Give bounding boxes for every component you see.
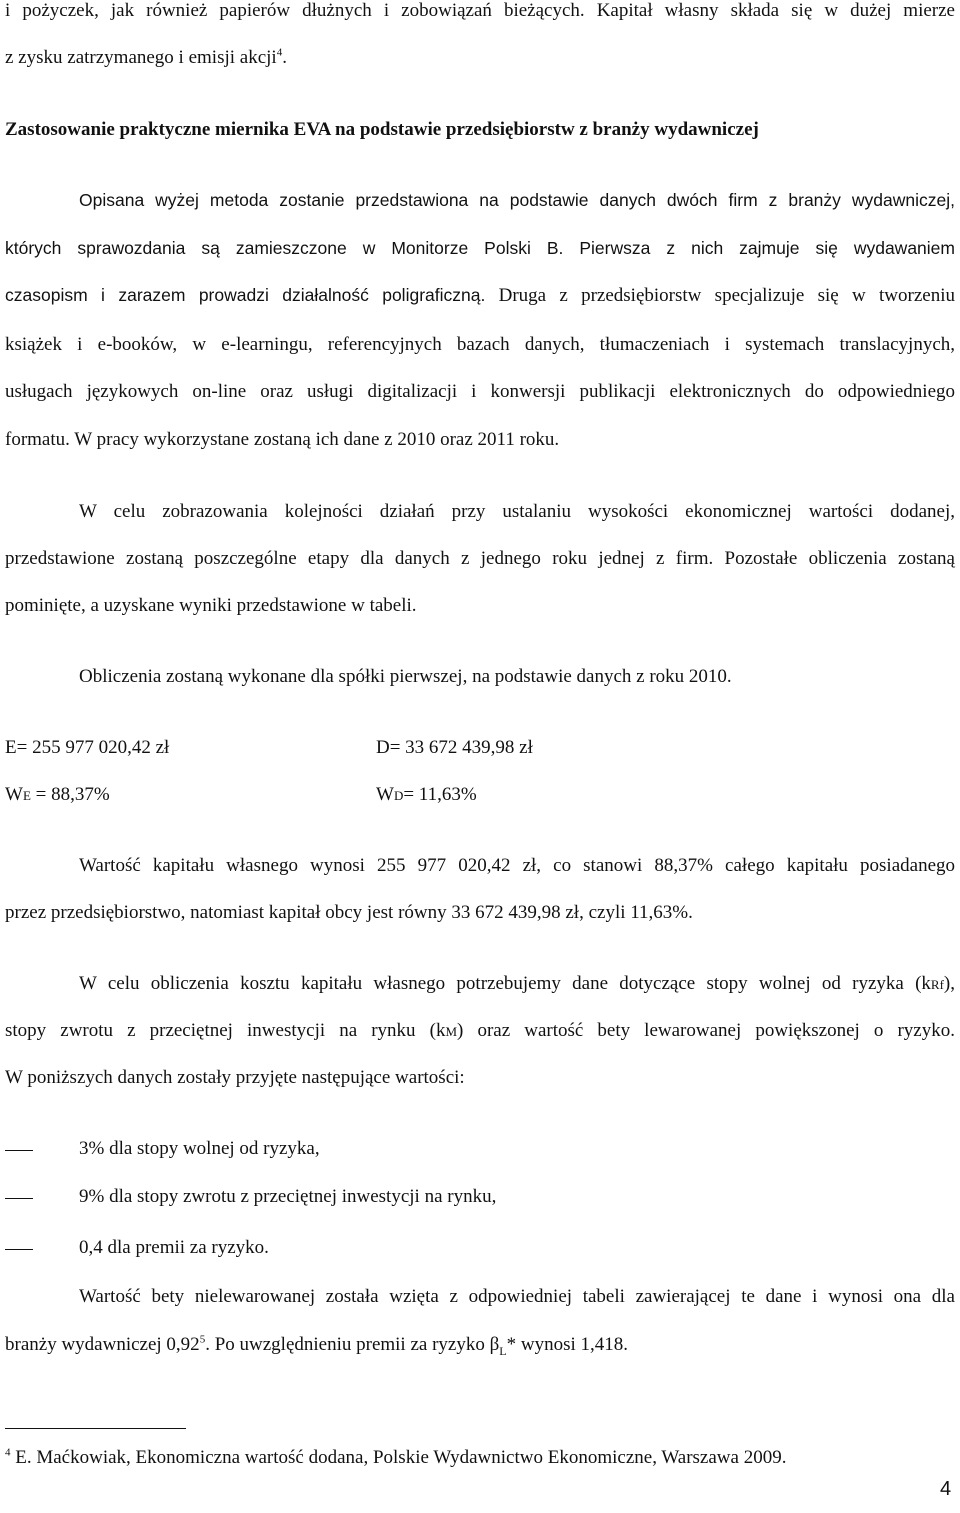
text-span: = 11,63% [403,784,477,805]
text-line [5,1334,628,1356]
debt-value: D= 33 672 439,98 zł [376,737,533,758]
footnote-number: 4 [5,1446,11,1459]
text-line: przez przedsiębiorstwo, natomiast kapitał obcy jest równy 33 672 439,98 zł, czyli 11,63%. [5,902,693,923]
text-span: czasopism i zarazem prowadzi działalność poligraficzną. [5,285,486,305]
text-line: pominięte, a uzyskane wyniki przedstawione w tabeli. [5,595,417,616]
text-line: i pożyczek, jak również papierów dłużnych i zobowiązań bieżących. Kapitał własny składa się w dużej mierze [5,0,955,21]
subscript: Rf [930,977,944,992]
text-span: W [5,784,23,805]
text-line [5,47,287,69]
text-span: W celu obliczenia kosztu kapitału własnego potrzebujemy dane dotyczące stopy wolnej od ryzyka (k [79,973,931,994]
text-line [79,973,955,995]
section-heading: Zastosowanie praktyczne miernika EVA na podstawie przedsiębiorstw z branży wydawniczej [5,119,759,140]
text-line: książek i e-booków, w e-learningu, referencyjnych bazach danych, tłumaczeniach i systemach translacyjnych, [5,334,955,355]
text-span: branży wydawniczej 0,92 [5,1334,200,1355]
list-item: 0,4 dla premii za ryzyko. [79,1237,269,1258]
text-line: Wartość kapitału własnego wynosi 255 977 020,42 zł, co stanowi 88,37% całego kapitału posiadanego [79,855,955,876]
text-span: W [376,784,394,805]
footnote [5,1447,786,1469]
debt-weight [376,784,477,806]
text-line: W celu zobrazowania kolejności działań przy ustalaniu wysokości ekonomicznej wartości dodanej, [79,501,955,522]
text-span: ) oraz wartość bety lewarowanej powiększonej o ryzyko. [457,1020,955,1041]
subscript: L [499,1343,507,1358]
text-span: = 88,37% [30,784,110,805]
subscript: D [393,788,404,803]
list-dash [5,1198,33,1199]
footnote-ref: 5 [199,1333,206,1346]
page-number: 4 [940,1478,952,1500]
text-line: których sprawozdania są zamieszczone w Monitorze Polski B. Pierwsza z nich zajmuje się wydawaniem [5,238,955,258]
equity-weight [5,784,110,806]
list-dash [5,1150,33,1151]
footnote-ref: 4 [276,46,283,59]
text-span: ), [943,973,955,994]
list-item: 3% dla stopy wolnej od ryzyka, [79,1138,320,1159]
text-line: formatu. W pracy wykorzystane zostaną ich dane z 2010 oraz 2011 roku. [5,429,560,450]
text-line: przedstawione zostaną poszczególne etapy dla danych z jednego roku jednej z firm. Pozostałe obliczenia zostaną [5,548,955,569]
text-line: W poniższych danych zostały przyjęte następujące wartości: [5,1067,465,1088]
text-line: Obliczenia zostaną wykonane dla spółki pierwszej, na podstawie danych z roku 2010. [79,666,732,687]
list-item: 9% dla stopy zwrotu z przeciętnej inwestycji na rynku, [79,1186,497,1207]
subscript: M [445,1024,458,1039]
subscript: E [22,788,31,803]
text-span: * wynosi 1,418. [506,1334,629,1355]
equity-value: E= 255 977 020,42 zł [5,737,170,758]
text-span: . Po uwzględnieniu premii za ryzyko β [205,1334,500,1355]
footnote-rule [5,1428,186,1429]
text-line: usługach językowych on-line oraz usługi digitalizacji i konwersji publikacji elektronicznych do odpowiedniego [5,381,955,402]
text-span: Druga z przedsiębiorstw specjalizuje się w tworzeniu [498,285,955,306]
text-span: stopy zwrotu z przeciętnej inwestycji na rynku (k [5,1020,446,1041]
text-line [5,285,955,307]
text-span: z zysku zatrzymanego i emisji akcji [5,47,277,68]
footnote-text: E. Maćkowiak, Ekonomiczna wartość dodana, Polskie Wydawnictwo Ekonomiczne, Warszawa 2009. [10,1447,787,1468]
list-dash [5,1249,33,1250]
text-span: . [282,47,287,68]
text-line: Opisana wyżej metoda zostanie przedstawiona na podstawie danych dwóch firm z branży wydawniczej, [79,190,955,210]
text-line [5,1020,955,1042]
text-line: Wartość bety nielewarowanej została wzięta z odpowiedniej tabeli zawierającej te dane i wynosi ona dla [79,1286,955,1307]
